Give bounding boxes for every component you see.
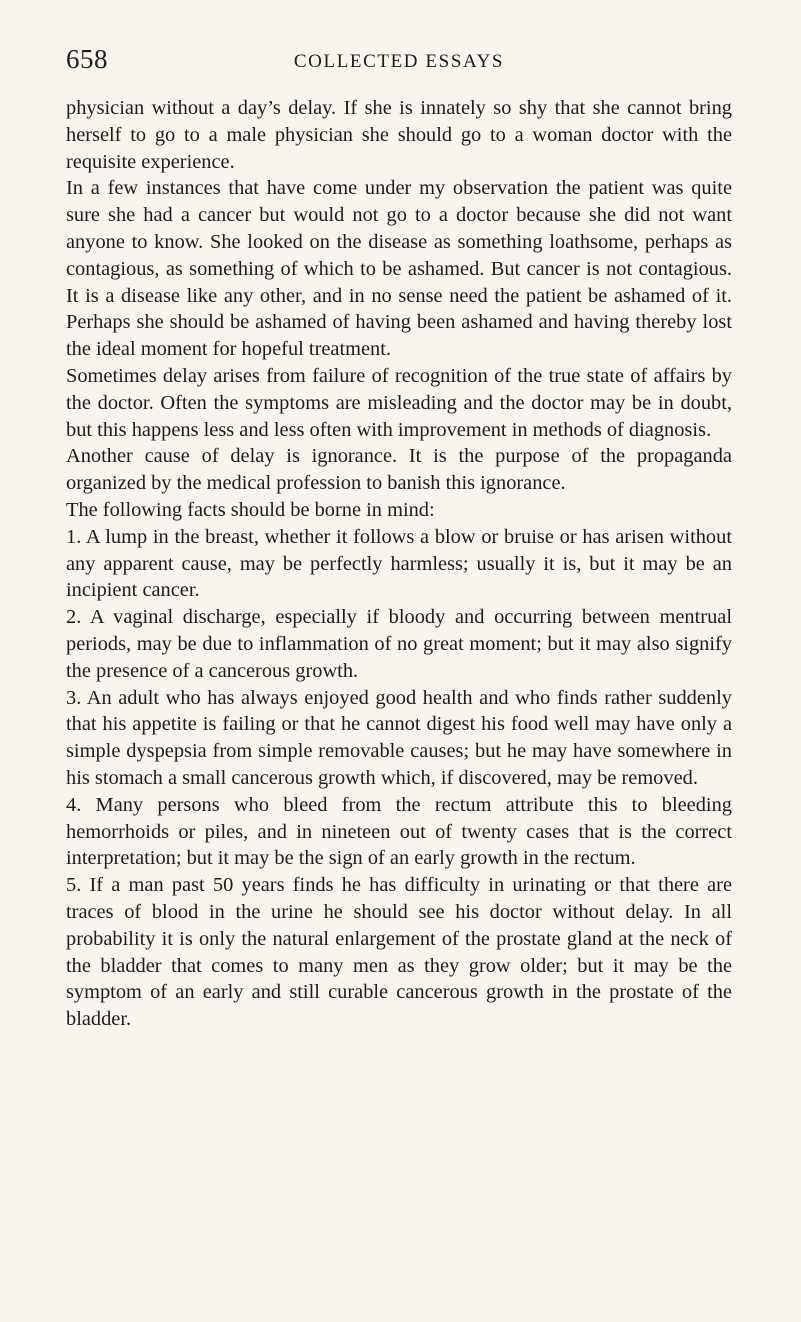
paragraph: The following facts should be borne in mind: (66, 498, 435, 521)
page-header (66, 44, 732, 84)
paragraph: physician without a day’s delay. If she is innately so shy that she cannot bring herself to go to a male physician she should go to a woman doctor with the requisite experience. (66, 97, 732, 173)
list-item: 2. A vaginal discharge, especially if bloody and occurring between mentrual periods, may be due to inflammation of no great moment; but it may also signify the presence of a cancerous growth. (66, 606, 732, 682)
paragraph: Sometimes delay arises from failure of recognition of the true state of affairs by the doctor. Often the symptoms are misleading and the doctor may be in doubt, but this happens less and less often with improvement in methods of diagnosis. (66, 364, 732, 441)
list-item: 1. A lump in the breast, whether it follows a blow or bruise or has arisen without any apparent cause, may be perfectly harmless; usually it is, but it may be an incipient cancer. (66, 525, 732, 602)
paragraph: Another cause of delay is ignorance. It is the purpose of the propaganda organized by the medical profession to banish this ignorance. (66, 445, 732, 495)
paragraph: In a few instances that have come under my observation the patient was quite sure she had a cancer but would not go to a doctor because she did not want anyone to know. She looked on the disease as something loathsome, perhaps as contagious, as something of which to be ashamed. But cancer is not contagious. It is a disease like any other, and in no sense need the patient be ashamed of it. Perhaps she should be ashamed of having been ashamed and having thereby lost the ideal moment for hopeful treatment. (66, 177, 732, 361)
list-item: 4. Many persons who bleed from the rectum attribute this to bleeding hemorrhoids or piles, and in nineteen out of twenty cases that is the correct interpretation; but it may be the sign of an early growth in the rectum. (66, 793, 732, 870)
body-text (66, 95, 732, 1033)
running-title: COLLECTED ESSAYS (293, 51, 505, 72)
page-number: 658 (66, 44, 108, 74)
list-item: 5. If a man past 50 years finds he has difficulty in urinating or that there are traces of blood in the urine he should see his doctor without delay. In all probability it is only the natural enlargement of the prostate gland at the neck of the bladder that comes to many men as they grow older; but it may be the symptom of an early and still curable cancerous growth in the prostate of the bladder. (66, 874, 732, 1031)
list-item: 3. An adult who has always enjoyed good health and who finds rather suddenly that his appetite is failing or that he cannot digest his food well may have only a simple dyspepsia from simple removable causes; but he may have somewhere in his stomach a small cancerous growth which, if discovered, may be removed. (66, 686, 732, 789)
